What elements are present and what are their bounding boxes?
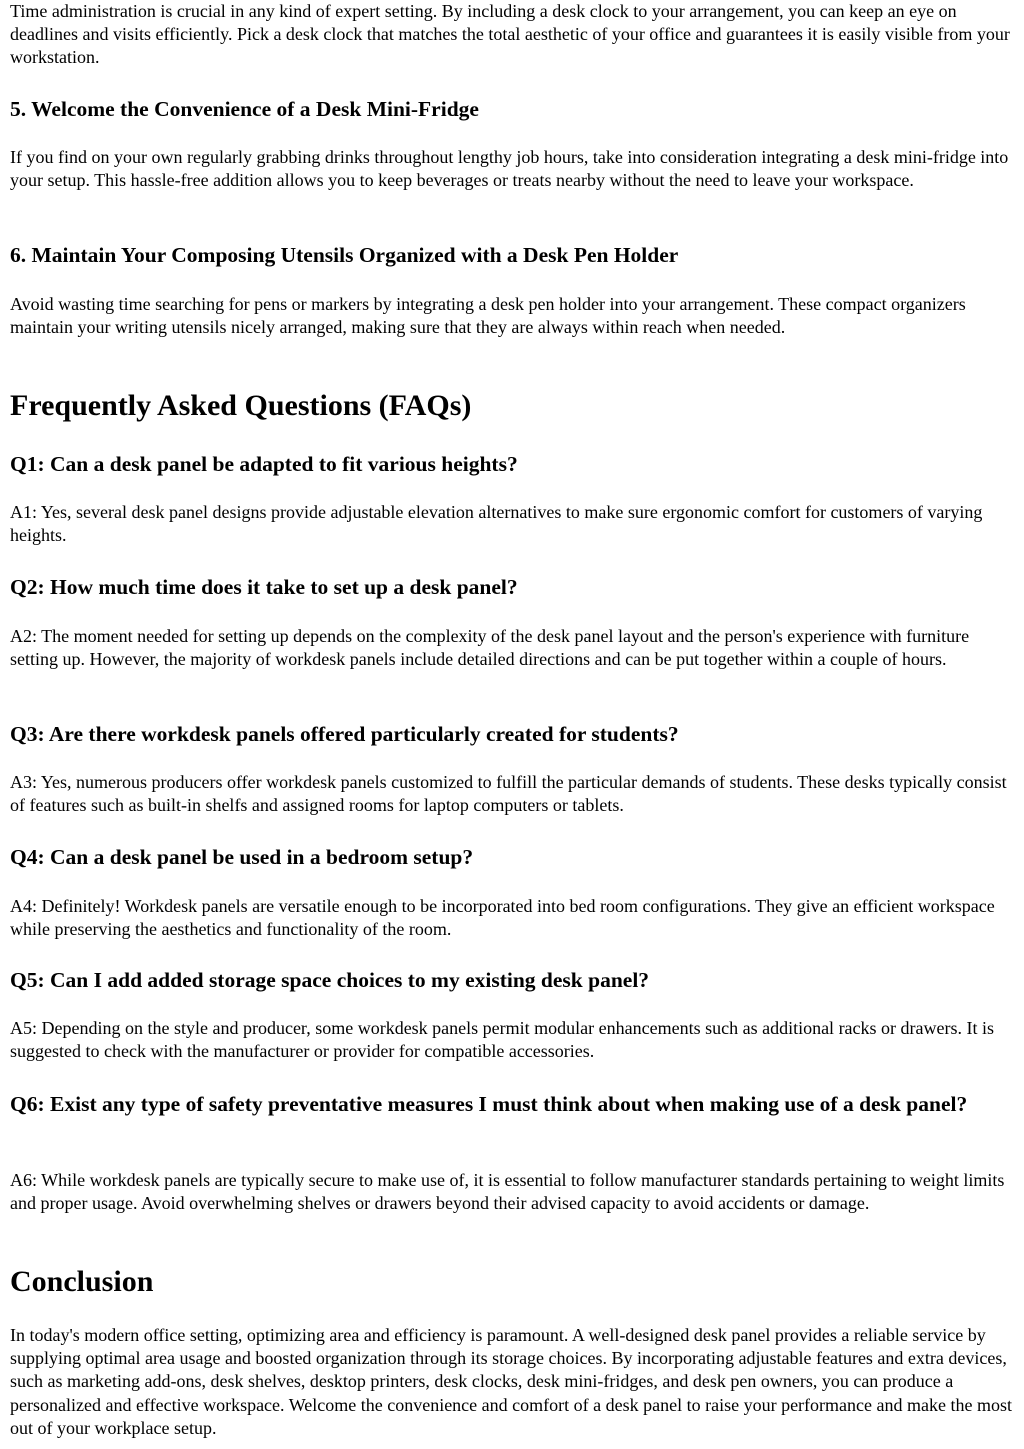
section-body-mini-fridge: If you find on your own regularly grabbing drinks throughout lengthy job hours, take into consideration integrating a desk mini-fridge into your setup. This hassle-free addition allows you to keep beverages or treats nearby without the need to leave your workspace. <box>10 147 1009 191</box>
section-heading-pen-holder: 6. Maintain Your Composing Utensils Organized with a Desk Pen Holder <box>10 243 679 267</box>
faq-answer-5: A5: Depending on the style and producer, some workdesk panels permit modular enhancements such as additional racks or drawers. It is suggested to check with the manufacturer or provider for compatible accessories. <box>10 1018 995 1062</box>
conclusion-title: Conclusion <box>10 1265 154 1298</box>
intro-paragraph: Time administration is crucial in any kind of expert setting. By including a desk clock to your arrangement, you can keep an eye on deadlines and visits efficiently. Pick a desk clock that matches the total aesthetic of your office and guarantees it is easily visible from your workstation. <box>10 1 1010 68</box>
section-heading-mini-fridge: 5. Welcome the Convenience of a Desk Mini-Fridge <box>10 97 479 121</box>
faq-answer-2: A2: The moment needed for setting up depends on the complexity of the desk panel layout and the person's experience with furniture setting up. However, the majority of workdesk panels include detailed directions and can be put together within a couple of hours. <box>10 626 970 670</box>
conclusion-body: In today's modern office setting, optimizing area and efficiency is paramount. A well-designed desk panel provides a reliable service by supplying optimal area usage and boosted organization through its storage choices. By incorporating adjustable features and extra devices, such as marketing add-ons, desk shelves, desktop printers, desk clocks, desk mini-fridges, and desk pen owners, you can produce a personalized and effective workspace. Welcome the convenience and comfort of a desk panel to raise your performance and make the most out of your workplace setup. <box>10 1325 1012 1438</box>
section-body-pen-holder: Avoid wasting time searching for pens or markers by integrating a desk pen holder into your arrangement. These compact organizers maintain your writing utensils nicely arranged, making sure that they are always within reach when needed. <box>10 294 966 338</box>
faq-question-6: Q6: Exist any type of safety preventative measures I must think about when making use of a desk panel? <box>10 1092 968 1116</box>
faq-title: Frequently Asked Questions (FAQs) <box>10 389 472 422</box>
faq-answer-6: A6: While workdesk panels are typically secure to make use of, it is essential to follow manufacturer standards pertaining to weight limits and proper usage. Avoid overwhelming shelves or drawers beyond their advised capacity to avoid accidents or damage. <box>10 1170 1005 1214</box>
faq-question-5: Q5: Can I add added storage space choices to my existing desk panel? <box>10 968 650 992</box>
faq-answer-1: A1: Yes, several desk panel designs provide adjustable elevation alternatives to make sure ergonomic comfort for customers of varying heights. <box>10 502 983 546</box>
faq-question-3: Q3: Are there workdesk panels offered particularly created for students? <box>10 722 679 746</box>
faq-question-2: Q2: How much time does it take to set up a desk panel? <box>10 575 518 599</box>
faq-question-4: Q4: Can a desk panel be used in a bedroom setup? <box>10 845 474 869</box>
faq-question-1: Q1: Can a desk panel be adapted to fit various heights? <box>10 452 518 476</box>
faq-answer-3: A3: Yes, numerous producers offer workdesk panels customized to fulfill the particular demands of students. These desks typically consist of features such as built-in shelfs and assigned rooms for laptop computers or tablets. <box>10 772 1007 816</box>
faq-answer-4: A4: Definitely! Workdesk panels are versatile enough to be incorporated into bed room configurations. They give an efficient workspace while preserving the aesthetics and functionality of the room. <box>10 896 995 940</box>
